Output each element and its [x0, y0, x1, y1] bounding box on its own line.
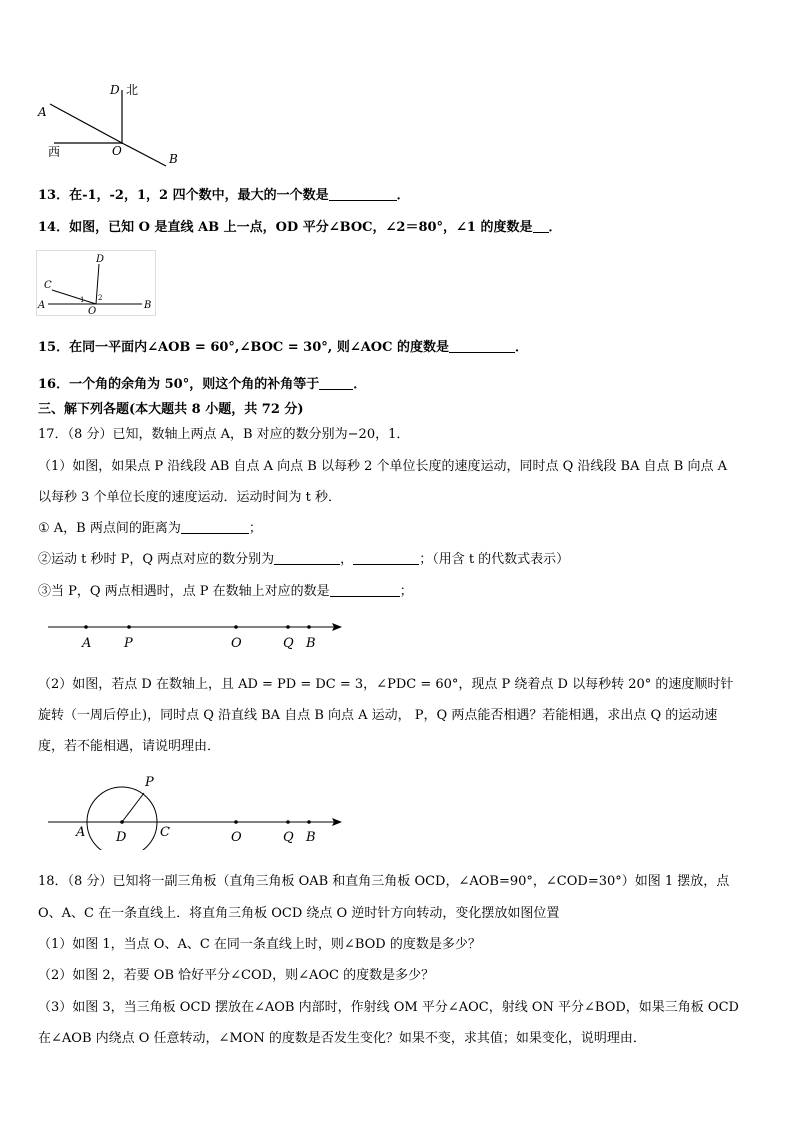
svg-text:B: B	[144, 300, 152, 311]
question-18-sub1: （1）如图 1，当点 O、A、C 在同一条直线上时，则∠BOD 的度数是多少？	[38, 937, 481, 952]
question-14: 14．如图，已知 O 是直线 AB 上一点，OD 平分∠BOC，∠2＝80°，∠1 的度数是 ．	[38, 220, 562, 235]
question-17-part1-line1: （1）如图，如果点 P 沿线段 AB 自点 A 向点 B 以每秒 2 个单位长度的速度运动，同时点 Q 沿线段 BA 自点 B 向点 A	[38, 459, 727, 474]
svg-text:B: B	[306, 636, 316, 651]
answer-blank[interactable]	[274, 551, 340, 565]
answer-blank[interactable]	[353, 551, 419, 565]
svg-text:2: 2	[98, 294, 103, 302]
answer-blank[interactable]	[533, 219, 549, 233]
question-18-sub2: （2）如图 2，若要 OB 恰好平分∠COD，则∠AOC 的度数是多少？	[38, 968, 435, 983]
angle-figure	[36, 250, 156, 316]
answer-blank[interactable]	[181, 520, 249, 534]
svg-text:O: O	[88, 306, 97, 316]
svg-text:C: C	[160, 825, 170, 840]
answer-blank[interactable]	[330, 583, 400, 597]
label-d: D	[110, 83, 120, 97]
question-17-part2-line2: 旋转（一周后停止)，同时点 Q 沿直线 BA 自点 B 向点 A 运动， P，Q 两点能否相遇？若能相遇，求出点 Q 的运动速	[38, 708, 718, 723]
label-b: B	[169, 152, 178, 166]
question-17-sub3: ③当 P，Q 两点相遇时，点 P 在数轴上对应的数是 ；	[38, 584, 413, 599]
svg-text:B: B	[306, 830, 316, 845]
label-o: O	[112, 144, 122, 158]
question-15: 15．在同一平面内∠AOB = 60°,∠BOC = 30°, 则∠AOC 的度数是 ．	[38, 340, 529, 355]
svg-text:A: A	[38, 300, 46, 311]
answer-blank[interactable]	[319, 376, 353, 390]
answer-blank[interactable]	[449, 339, 515, 353]
svg-text:O: O	[231, 636, 242, 651]
svg-text:Q: Q	[283, 830, 294, 845]
svg-text:C: C	[44, 280, 52, 291]
question-17-sub1: ① A，B 两点间的距离为 ；	[38, 521, 262, 536]
svg-text:P: P	[124, 636, 133, 651]
question-13: 13．在-1，-2，1，2 四个数中，最大的一个数是 ．	[38, 188, 410, 203]
svg-text:D: D	[116, 830, 127, 845]
number-line-1	[44, 615, 348, 655]
question-17-intro: 17．（8 分）已知，数轴上两点 A，B 对应的数分别为−20，1．	[38, 427, 410, 442]
svg-text:P: P	[145, 775, 154, 790]
label-a: A	[38, 105, 47, 119]
question-18-sub3-line2: 在∠AOB 内绕点 O 任意转动，∠MON 的度数是否发生变化？如果不变，求其值；如果变化，说明理由．	[38, 1031, 646, 1046]
question-17-sub2: ②运动 t 秒时 P，Q 两点对应的数分别为 ， ；（用含 t 的代数式表示）	[38, 552, 570, 567]
question-17-part2-line1: （2）如图，若点 D 在数轴上，且 AD = PD = DC = 3，∠PDC = 60°，现点 P 绕着点 D 以每秒转 20° 的速度顺时针	[38, 677, 734, 692]
svg-text:1: 1	[80, 296, 85, 304]
section-title: 三、解下列各题(本大题共 8 小题，共 72 分)	[38, 402, 304, 417]
svg-text:O: O	[231, 830, 242, 845]
label-west: 西	[48, 145, 61, 159]
compass-figure	[36, 80, 186, 170]
svg-text:A: A	[82, 636, 92, 651]
question-18-line2: O、A、C 在一条直线上．将直角三角板 OCD 绕点 O 逆时针方向转动，变化摆放如图位置	[38, 906, 560, 921]
svg-text:A: A	[76, 825, 86, 840]
question-18-sub3-line1: （3）如图 3，当三角板 OCD 摆放在∠AOB 内部时，作射线 OM 平分∠AOC，射线 ON 平分∠BOD，如果三角板 OCD	[38, 1000, 739, 1015]
number-line-2	[44, 768, 348, 850]
answer-blank[interactable]	[329, 187, 397, 201]
question-16: 16．一个角的余角为 50°，则这个角的补角等于 ．	[38, 377, 367, 392]
svg-text:Q: Q	[283, 636, 294, 651]
question-17-part2-line3: 度，若不能相遇，请说明理由．	[38, 739, 221, 754]
label-north: 北	[126, 83, 139, 97]
question-17-part1-line2: 以每秒 3 个单位长度的速度运动．运动时间为 t 秒．	[38, 490, 342, 505]
svg-text:D: D	[96, 254, 105, 265]
question-18-line1: 18．（8 分）已知将一副三角板（直角三角板 OAB 和直角三角板 OCD，∠AOB=90°，∠COD=30°）如图 1 摆放，点	[38, 874, 730, 889]
